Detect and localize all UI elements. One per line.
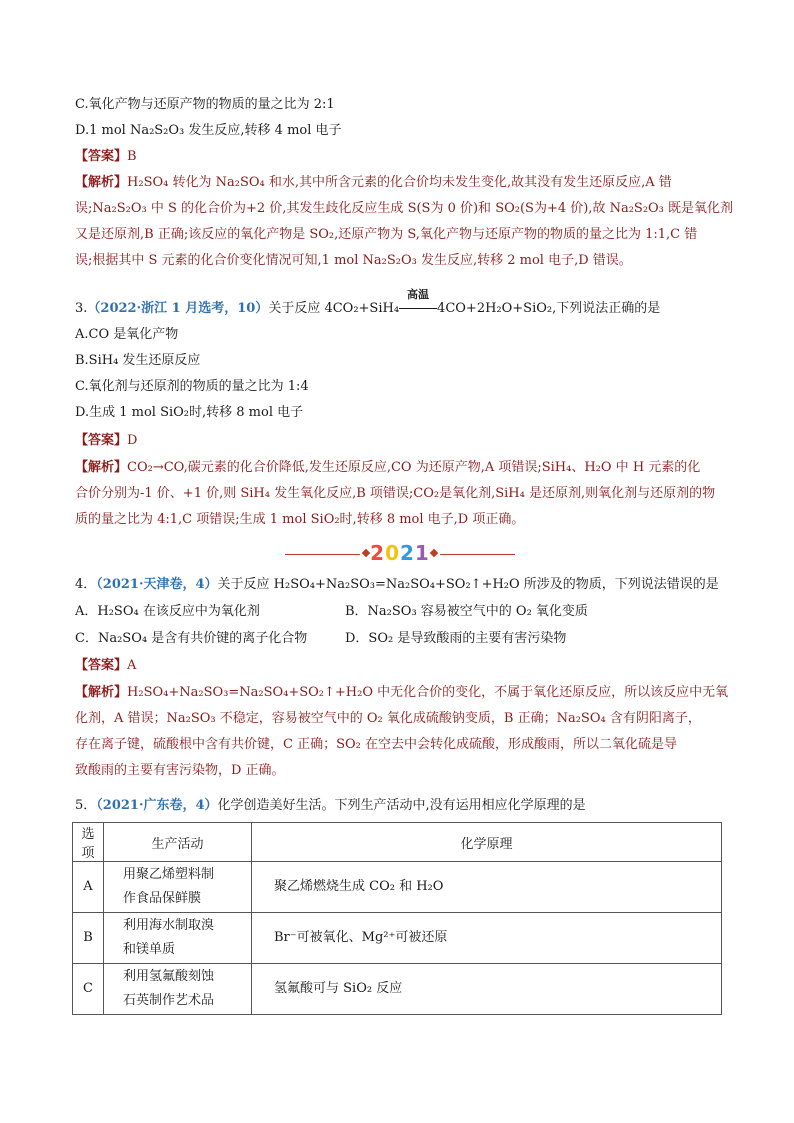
answer-line xyxy=(75,432,137,450)
column-header: 生产活动 xyxy=(104,823,252,862)
option-b: B．Na₂SO₃ 容易被空气中的 O₂ 氧化变质 xyxy=(345,604,588,619)
activity-line: 用聚乙烯塑料制 xyxy=(123,867,215,882)
question-number: 5． xyxy=(75,798,97,813)
question-number: 4． xyxy=(75,577,97,592)
option-a: A.CO 是氧化产物 xyxy=(75,327,179,342)
analysis-line: H₂SO₄+Na₂SO₃=Na₂SO₄+SO₂↑+H₂O 中无化合价的变化，不属于氧化还原反应，所以该反应中无氧 xyxy=(127,685,729,700)
condition-label: 高温 xyxy=(407,288,430,301)
stem-post: 4CO+2H₂O+SiO₂,下列说法正确的是 xyxy=(437,301,661,316)
analysis-line: 存在离子键，硫酸根中含有共价键，C 正确；SO₂ 在空去中会转化成硫酸，形成酸雨，所以二氧化硫是导 xyxy=(75,737,677,752)
answer-tag: 【答案】 xyxy=(75,658,128,673)
year-digit: 2 xyxy=(370,541,386,565)
option-cell: A xyxy=(73,862,104,913)
option-b: B.SiH₄ 发生还原反应 xyxy=(75,353,201,368)
column-header: 化学原理 xyxy=(252,823,722,862)
year-divider xyxy=(285,541,515,565)
activity-cell xyxy=(104,862,252,913)
option-d: D.1 mol Na₂S₂O₃ 发生反应,转移 4 mol 电子 xyxy=(75,123,342,138)
question-3-stem xyxy=(75,288,661,318)
year-digit: 2 xyxy=(400,541,415,565)
analysis-line: 致酸雨的主要有害污染物，D 正确。 xyxy=(75,763,285,778)
question-source: （2021·广东卷，4） xyxy=(96,798,218,813)
answer-value: D xyxy=(127,433,138,448)
reaction-condition xyxy=(399,288,437,318)
divider-line-right xyxy=(440,554,515,555)
options-table xyxy=(72,822,722,1015)
option-row xyxy=(75,630,567,648)
option-cell: C xyxy=(73,964,104,1015)
option-d: D．SO₂ 是导致酸雨的主要有害污染物 xyxy=(345,631,567,646)
option-a: A．H₂SO₄ 在该反应中为氧化剂 xyxy=(75,604,260,619)
analysis-line: 误;根据其中 S 元素的化合价变化情况可知,1 mol Na₂S₂O₃ 发生反应,转移 2 mol 电子,D 错误。 xyxy=(75,253,632,268)
analysis-block xyxy=(75,455,725,533)
year-digit: 1 xyxy=(414,541,430,565)
table-row xyxy=(73,862,722,913)
reaction-arrow xyxy=(399,308,437,309)
stem-text: 关于反应 H₂SO₄+Na₂SO₃=Na₂SO₄+SO₂↑+H₂O 所涉及的物质，下列说法错误的是 xyxy=(217,577,719,592)
analysis-block xyxy=(75,680,729,784)
answer-value: B xyxy=(127,149,137,164)
answer-line xyxy=(75,657,136,675)
analysis-block xyxy=(75,170,734,274)
principle-cell: 氢氟酸可与 SiO₂ 反应 xyxy=(252,964,722,1015)
question-5-stem xyxy=(75,797,586,815)
answer-value: A xyxy=(127,658,137,673)
option-c: C．Na₂SO₄ 是含有共价键的离子化合物 xyxy=(75,631,308,646)
option-row xyxy=(75,603,588,621)
table-row xyxy=(73,913,722,964)
stem-text: 化学创造美好生活。下列生产活动中,没有运用相应化学原理的是 xyxy=(217,798,586,813)
question-4-stem xyxy=(75,576,719,594)
analysis-tag: 【解析】 xyxy=(75,460,128,475)
analysis-line: 合价分别为-1 价、+1 价,则 SiH₄ 发生氧化反应,B 项错误;CO₂是氧化剂,SiH₄ 是还原剂,则氧化剂与还原剂的物 xyxy=(75,486,716,501)
option-c: C.氧化产物与还原产物的物质的量之比为 2:1 xyxy=(75,97,335,112)
question-number: 3. xyxy=(75,301,88,316)
answer-tag: 【答案】 xyxy=(75,433,128,448)
year-label xyxy=(285,541,515,565)
analysis-tag: 【解析】 xyxy=(75,685,128,700)
option-d: D.生成 1 mol SiO₂时,转移 8 mol 电子 xyxy=(75,405,304,420)
question-source: （2021·天津卷，4） xyxy=(96,577,218,592)
stem-pre: 关于反应 4CO₂+SiH₄ xyxy=(268,301,400,316)
column-header: 选项 xyxy=(73,823,104,862)
table-header-row xyxy=(73,823,722,862)
analysis-line: 误;Na₂S₂O₃ 中 S 的化合价为+2 价,其发生歧化反应生成 S(S为 0 价)和 SO₂(S为+4 价),故 Na₂S₂O₃ 既是氧化剂 xyxy=(75,201,734,216)
activity-line: 利用氢氟酸刻蚀 xyxy=(123,969,215,984)
activity-cell xyxy=(104,913,252,964)
analysis-line: 又是还原剂,B 正确;该反应的氧化产物是 SO₂,还原产物为 S,氧化产物与还原产物的物质的量之比为 1:1,C 错 xyxy=(75,227,698,242)
activity-line: 作食品保鲜膜 xyxy=(123,891,202,906)
analysis-line: CO₂→CO,碳元素的化合价降低,发生还原反应,CO 为还原产物,A 项错误;SiH₄、H₂O 中 H 元素的化 xyxy=(127,460,701,475)
table-row xyxy=(73,964,722,1015)
analysis-tag: 【解析】 xyxy=(75,175,128,190)
year-digit: 0 xyxy=(385,541,400,565)
answer-tag: 【答案】 xyxy=(75,149,128,164)
principle-cell: Br⁻可被氧化、Mg²⁺可被还原 xyxy=(252,913,722,964)
activity-line: 利用海水制取溴 xyxy=(123,918,215,933)
analysis-line: 化剂，A 错误；Na₂SO₃ 不稳定，容易被空气中的 O₂ 氧化成硫酸钠变质，B 正确；Na₂SO₄ 含有阴阳离子， xyxy=(75,711,701,726)
answer-line xyxy=(75,148,137,166)
analysis-line: H₂SO₄ 转化为 Na₂SO₄ 和水,其中所含元素的化合价均未发生变化,故其没有发生还原反应,A 错 xyxy=(127,175,672,190)
activity-line: 和镁单质 xyxy=(123,942,176,957)
question-source: （2022·浙江 1 月选考，10） xyxy=(87,301,269,316)
analysis-line: 质的量之比为 4:1,C 项错误;生成 1 mol SiO₂时,转移 8 mol 电子,D 项正确。 xyxy=(75,512,525,527)
principle-cell: 聚乙烯燃烧生成 CO₂ 和 H₂O xyxy=(252,862,722,913)
activity-cell xyxy=(104,964,252,1015)
option-cell: B xyxy=(73,913,104,964)
activity-line: 石英制作艺术品 xyxy=(123,993,215,1008)
option-c: C.氧化剂与还原剂的物质的量之比为 1:4 xyxy=(75,379,309,394)
